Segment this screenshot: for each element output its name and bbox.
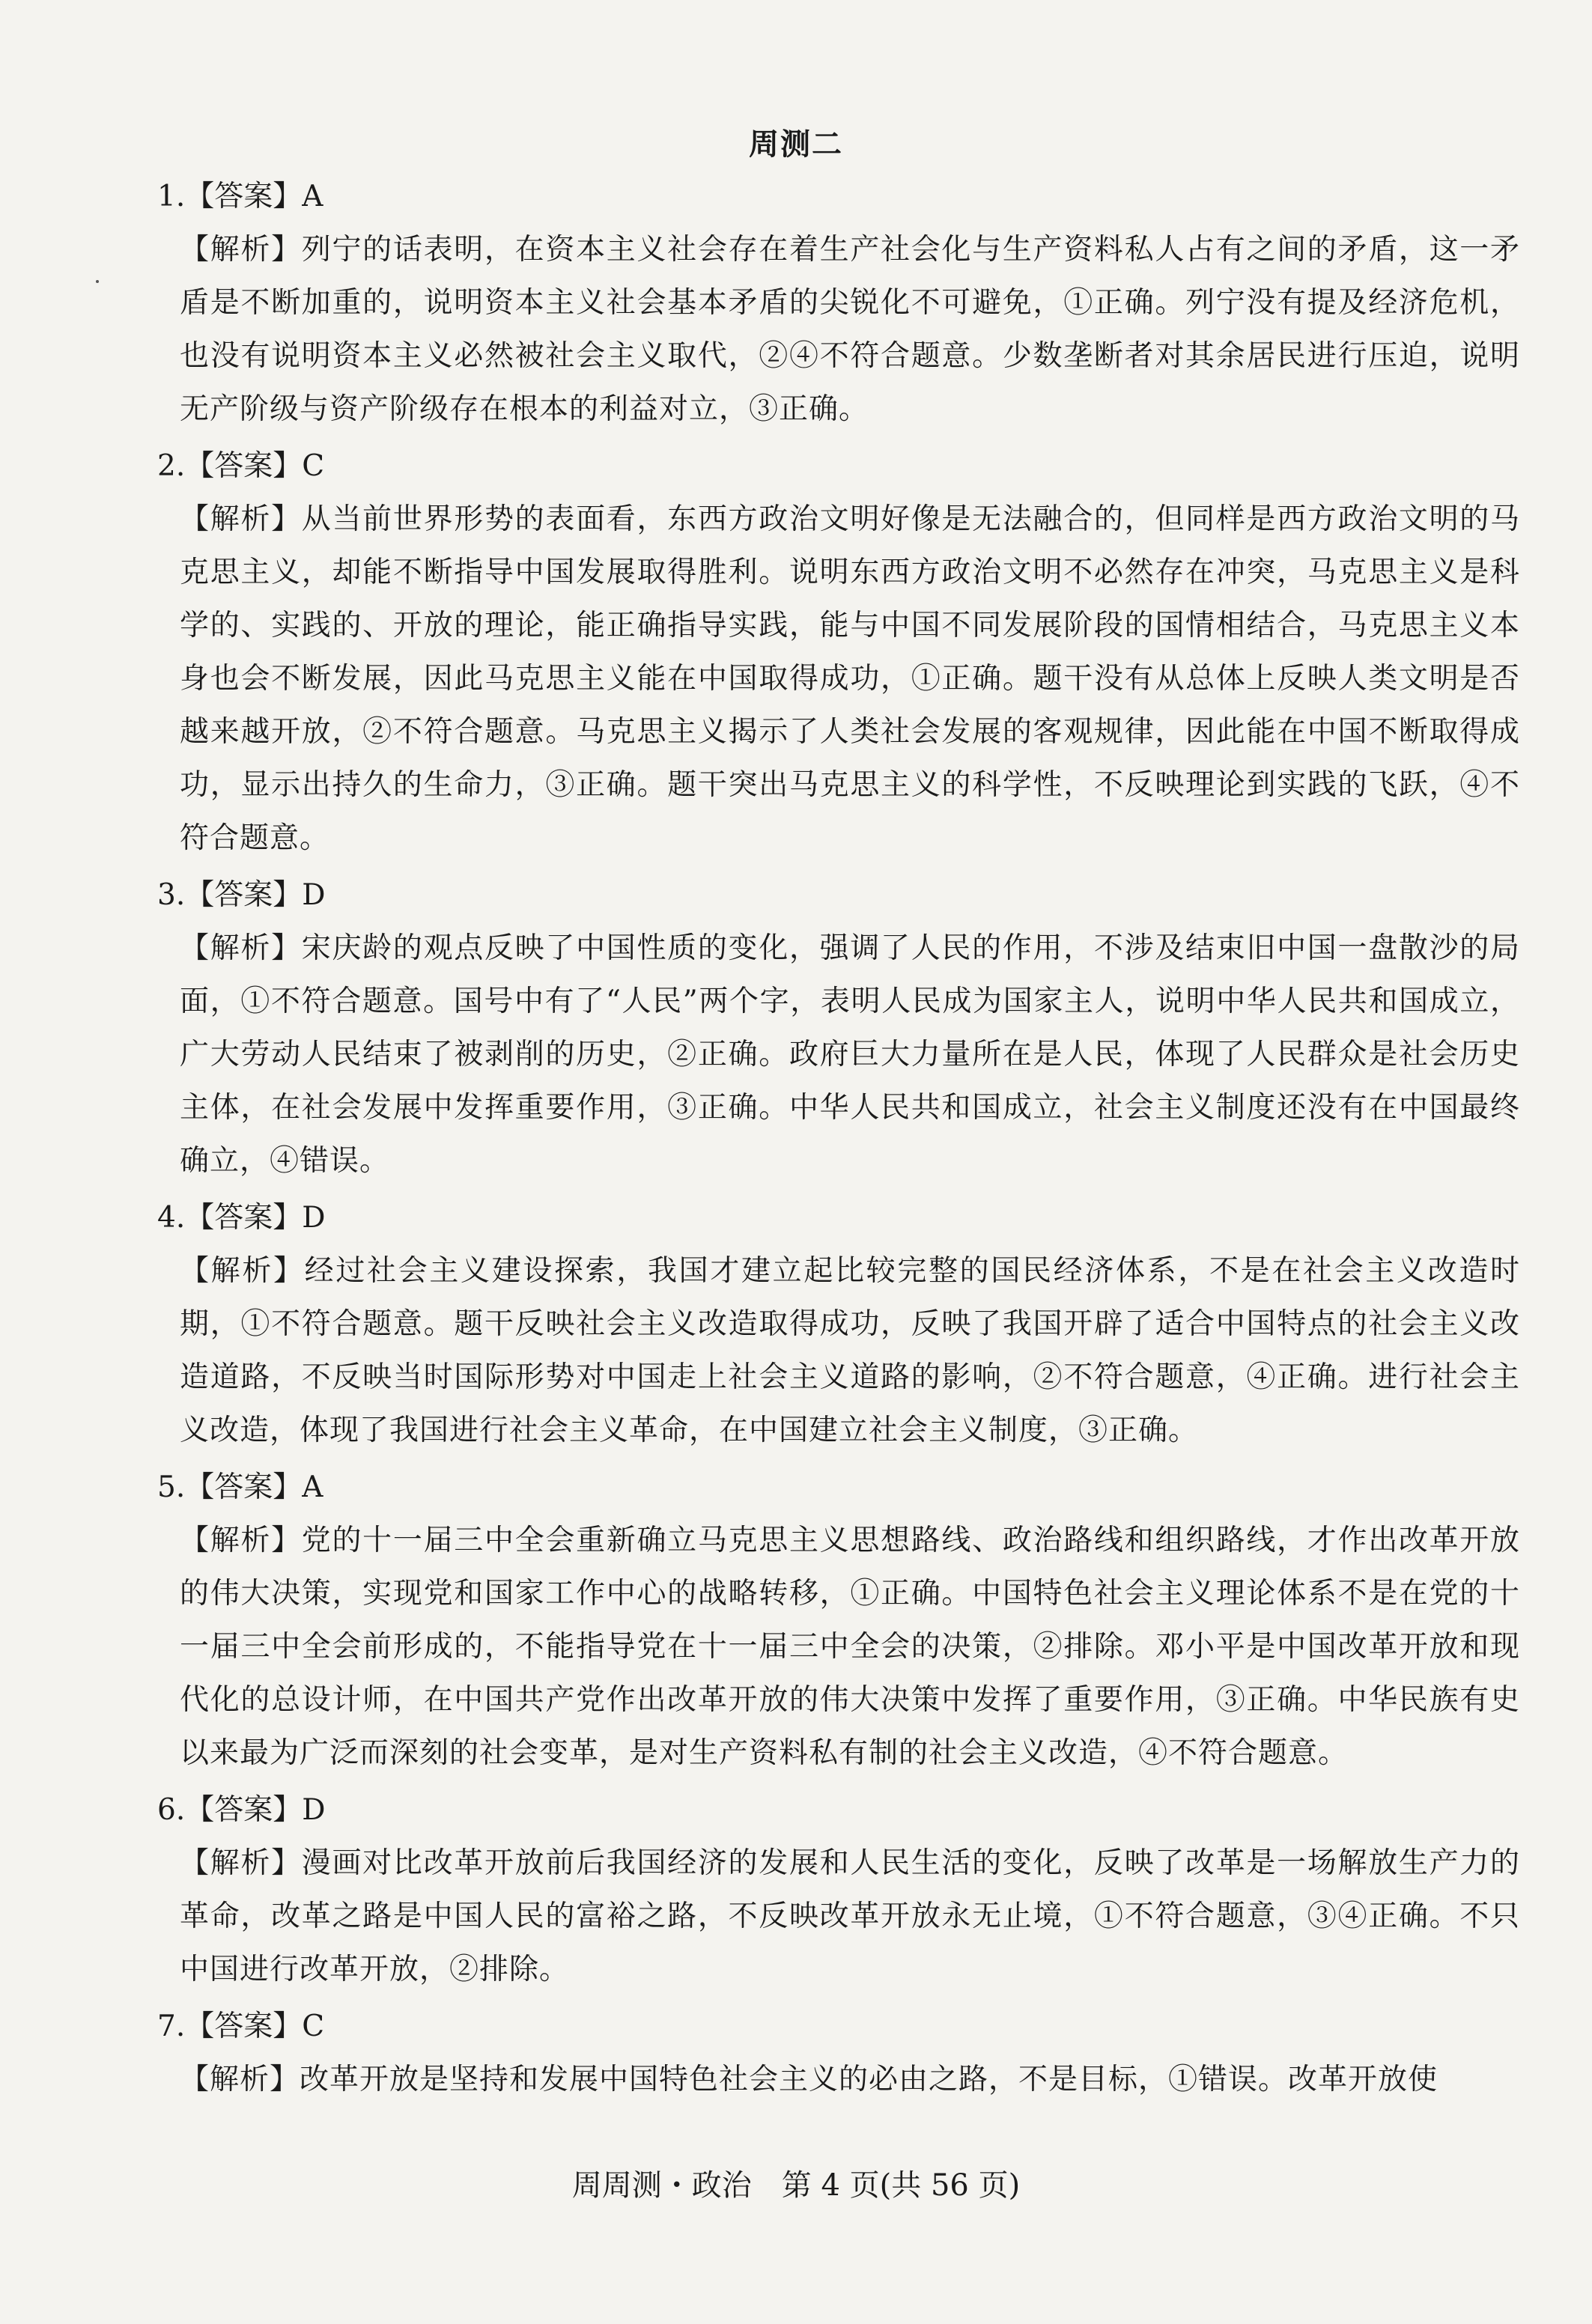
answer-item-3 bbox=[157, 869, 1520, 1187]
analysis-text: 【解析】党的十一届三中全会重新确立马克思主义思想路线、政治路线和组织路线，才作出改革开放的伟大决策，实现党和国家工作中心的战略转移，①正确。中国特色社会主义理论体系不是在党的十一届三中全会前形成的，不能指导党在十一届三中全会的决策，②排除。邓小平是中国改革开放和现代化的总设计师，在中国共产党作出改革开放的伟大决策中发挥了重要作用，③正确。中华民族有史以来最为广泛而深刻的社会变革，是对生产资料私有制的社会主义改造，④不符合题意。 bbox=[180, 1524, 1520, 1770]
page-footer: 周周测・政治 第 4 页(共 56 页) bbox=[571, 2168, 1021, 2203]
answer-item-1 bbox=[157, 171, 1520, 436]
answer-key: 7.【答案】C bbox=[157, 2010, 325, 2043]
page-title: 周测二 bbox=[749, 127, 843, 162]
analysis-text: 【解析】列宁的话表明，在资本主义社会存在着生产社会化与生产资料私人占有之间的矛盾，这一矛盾是不断加重的，说明资本主义社会基本矛盾的尖锐化不可避免，①正确。列宁没有提及经济危机，也没有说明资本主义必然被社会主义取代，②④不符合题意。少数垄断者对其余居民进行压迫，说明无产阶级与资产阶级存在根本的利益对立，③正确。 bbox=[180, 233, 1520, 426]
answer-item-2 bbox=[157, 440, 1520, 865]
answer-item-6 bbox=[157, 1784, 1520, 1996]
answer-list bbox=[157, 171, 1520, 2111]
analysis-text: 【解析】经过社会主义建设探索，我国才建立起比较完整的国民经济体系，不是在社会主义改造时期，①不符合题意。题干反映社会主义改造取得成功，反映了我国开辟了适合中国特点的社会主义改造道路，不反映当时国际形势对中国走上社会主义道路的影响，②不符合题意，④正确。进行社会主义改造，体现了我国进行社会主义革命，在中国建立社会主义制度，③正确。 bbox=[180, 1254, 1520, 1447]
answer-key: 6.【答案】D bbox=[157, 1793, 326, 1827]
answer-key: 4.【答案】D bbox=[157, 1201, 326, 1235]
analysis-text: 【解析】从当前世界形势的表面看，东西方政治文明好像是无法融合的，但同样是西方政治文明的马克思主义，却能不断指导中国发展取得胜利。说明东西方政治文明不必然存在冲突，马克思主义是科学的、实践的、开放的理论，能正确指导实践，能与中国不同发展阶段的国情相结合，马克思主义本身也会不断发展，因此马克思主义能在中国取得成功，①正确。题干没有从总体上反映人类文明是否越来越开放，②不符合题意。马克思主义揭示了人类社会发展的客观规律，因此能在中国不断取得成功，显示出持久的生命力，③正确。题干突出马克思主义的科学性，不反映理论到实践的飞跃，④不符合题意。 bbox=[180, 502, 1520, 855]
analysis-text: 【解析】宋庆龄的观点反映了中国性质的变化，强调了人民的作用，不涉及结束旧中国一盘散沙的局面，①不符合题意。国号中有了“人民”两个字，表明人民成为国家主人，说明中华人民共和国成立，广大劳动人民结束了被剥削的历史，②正确。政府巨大力量所在是人民，体现了人民群众是社会历史主体，在社会发展中发挥重要作用，③正确。中华人民共和国成立，社会主义制度还没有在中国最终确立，④错误。 bbox=[180, 931, 1520, 1178]
analysis-text: 【解析】改革开放是坚持和发展中国特色社会主义的必由之路，不是目标，①错误。改革开放使 bbox=[180, 2063, 1438, 2096]
analysis-text: 【解析】漫画对比改革开放前后我国经济的发展和人民生活的变化，反映了改革是一场解放生产力的革命，改革之路是中国人民的富裕之路，不反映改革开放永无止境，①不符合题意，③④正确。不只中国进行改革开放，②排除。 bbox=[180, 1846, 1520, 1986]
answer-item-4 bbox=[157, 1192, 1520, 1457]
answer-item-7 bbox=[157, 2001, 1520, 2106]
answer-key: 1.【答案】A bbox=[157, 180, 323, 213]
answer-item-5 bbox=[157, 1461, 1520, 1780]
answer-key: 3.【答案】D bbox=[157, 878, 326, 912]
answer-key: 2.【答案】C bbox=[157, 449, 325, 483]
scan-dot bbox=[96, 280, 99, 283]
answer-key: 5.【答案】A bbox=[157, 1470, 323, 1504]
